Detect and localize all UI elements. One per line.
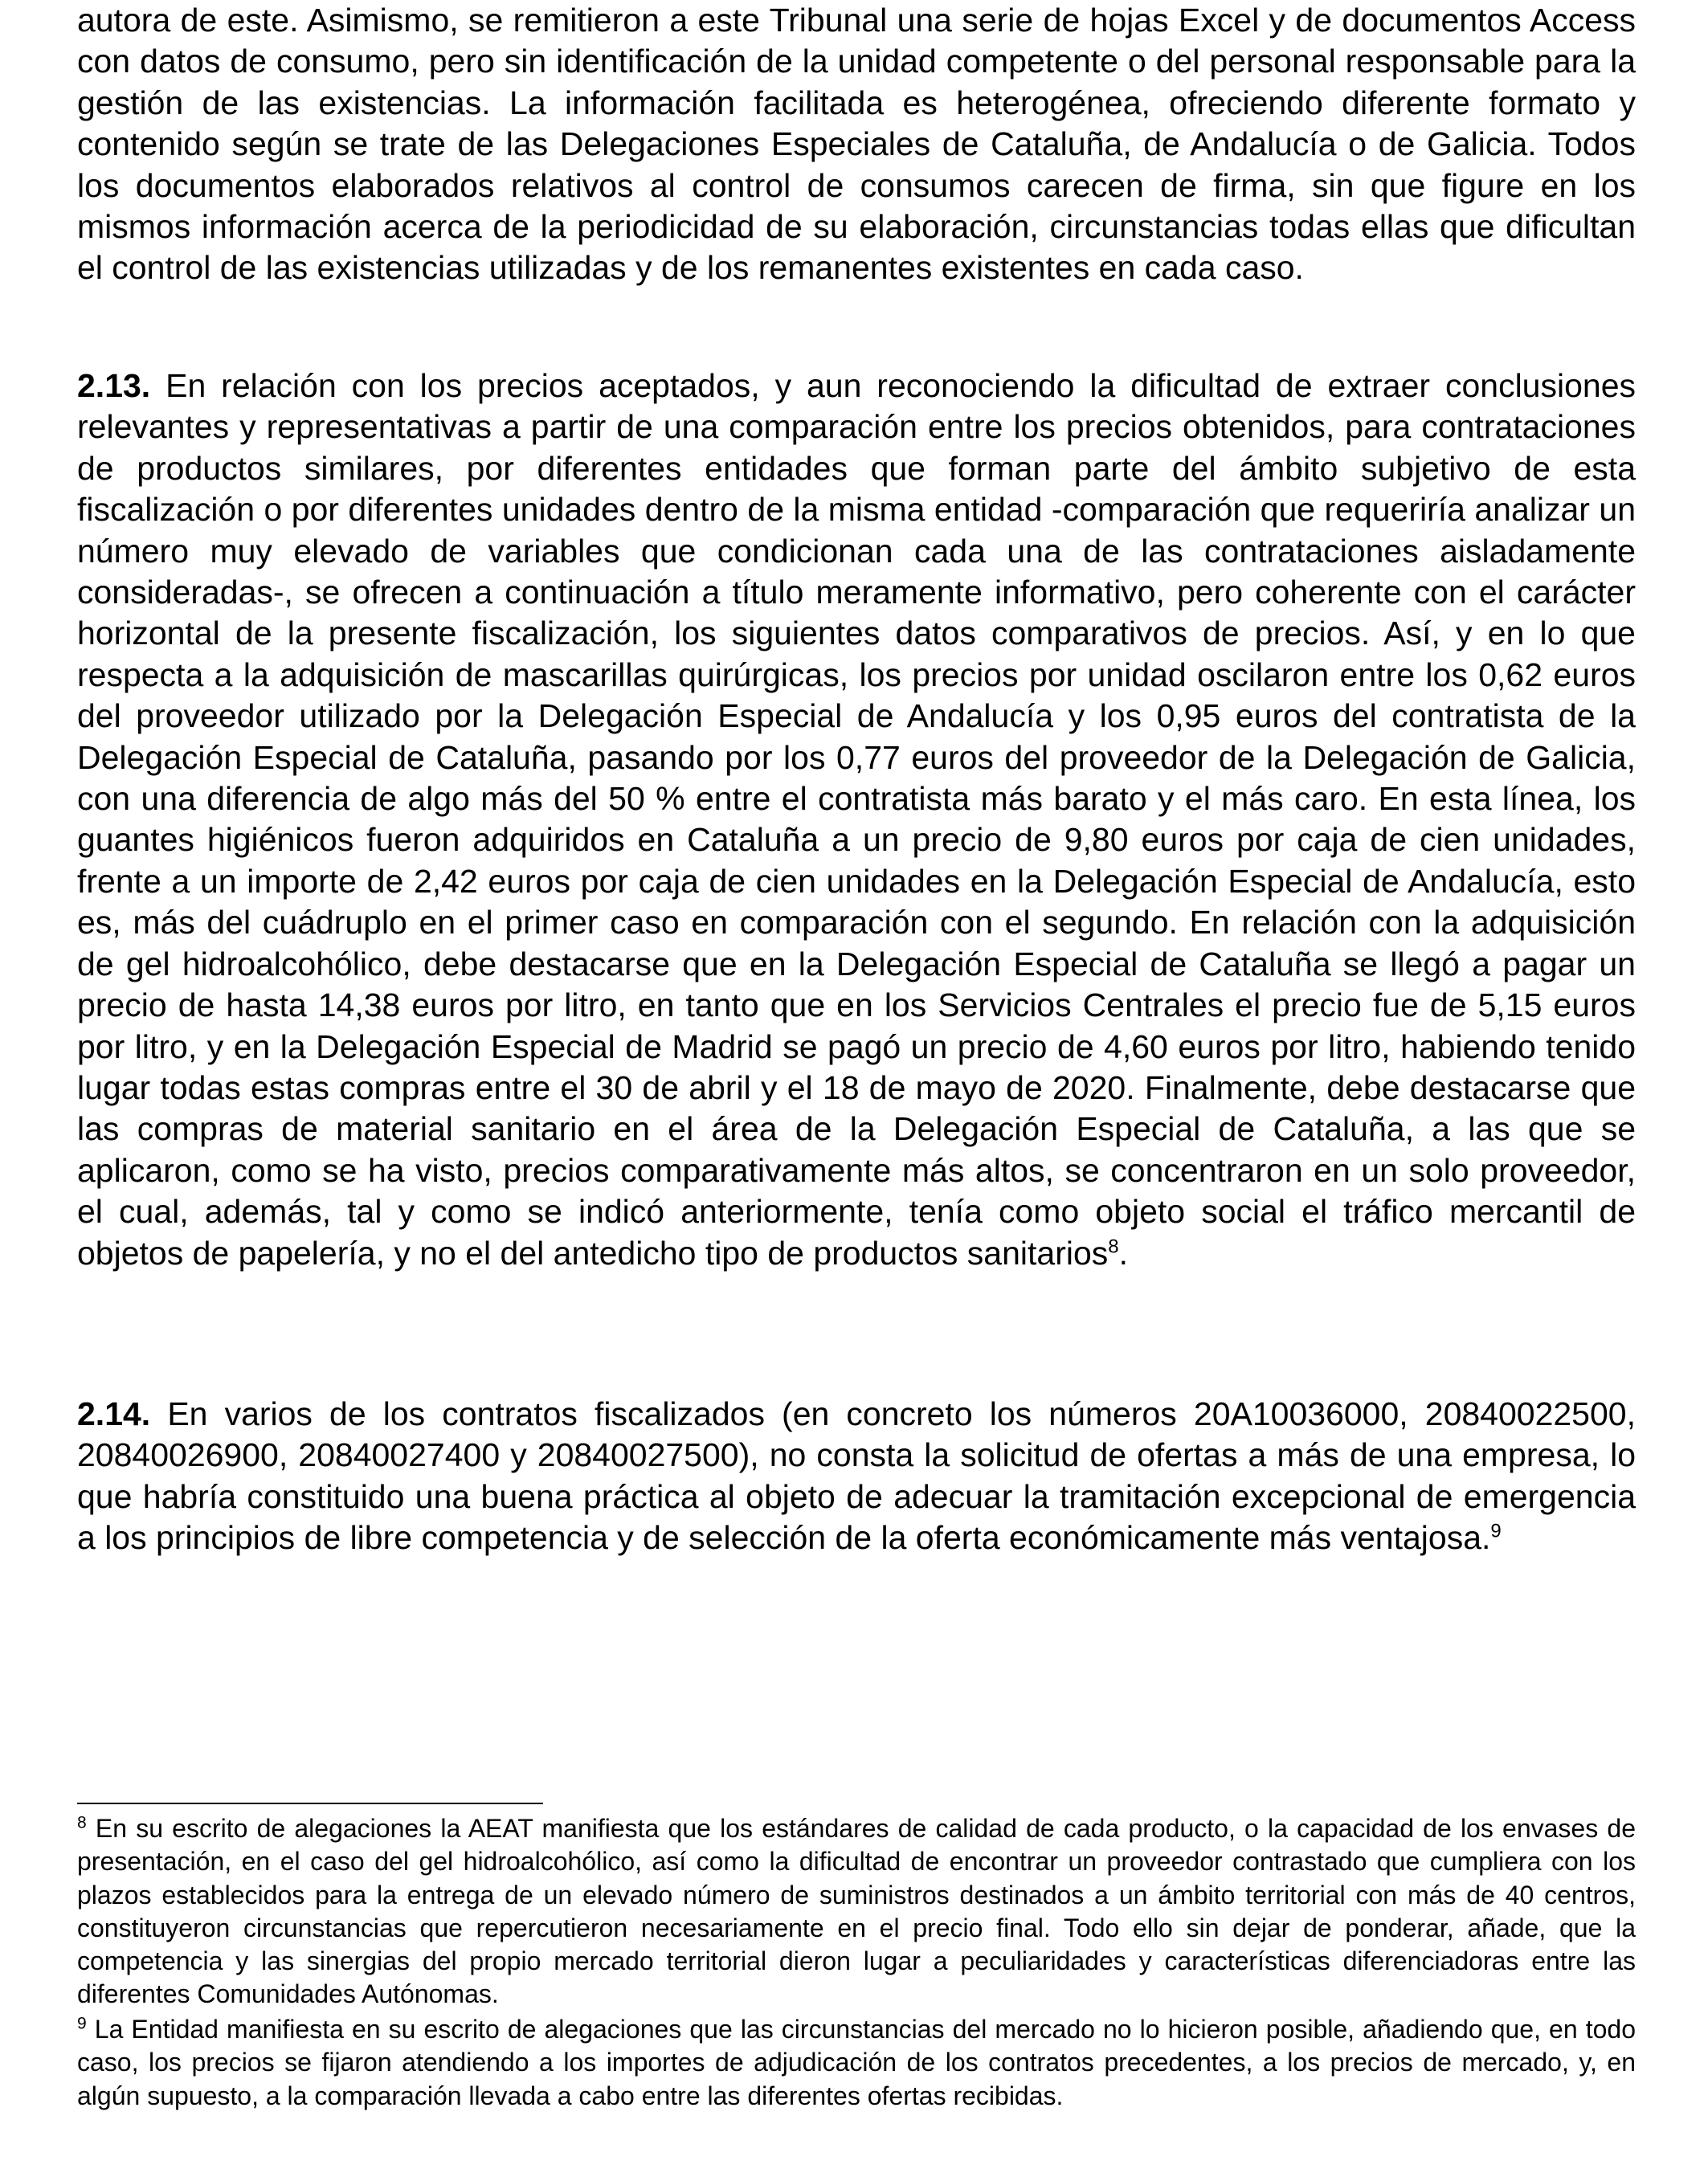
- footnote-9-text: La Entidad manifiesta en su escrito de alegaciones que las circunstancias del mercado no lo hicieron posible, añadiendo que, en todo caso, los precios se fijaron atendiendo a los importes de adjudicación de los contratos precedentes, a los precios de mercado, y, en algún supuesto, a la comparación llevada a cabo entre las diferentes ofertas recibidas.: [77, 2015, 1636, 2110]
- paragraph-number: 2.14.: [77, 1395, 151, 1432]
- paragraph-2-13: [77, 366, 1636, 1274]
- paragraph-intro: [77, 0, 1636, 289]
- footnote-ref-8[interactable]: 8: [1108, 1235, 1119, 1257]
- paragraph-2-13-tail: .: [1118, 1234, 1129, 1272]
- footnote-8-text: En su escrito de alegaciones la AEAT manifiesta que los estándares de calidad de cada producto, o la capacidad de los envases de presentación, en el caso del gel hidroalcohólico, así como la dificultad de encontrar un proveedor contrastado que cumpliera con los plazos establecidos para la entrega de un elevado número de suministros destinados a un ámbito territorial con más de 40 centros, constituyeron circunstancias que repercutieron necesariamente en el precio final. Todo ello sin dejar de ponderar, añade, que la competencia y las sinergias del propio mercado territorial dieron lugar a peculiaridades y características diferenciadoras entre las diferentes Comunidades Autónomas.: [77, 1814, 1636, 2009]
- paragraph-intro-text: autora de este. Asimismo, se remitieron a este Tribunal una serie de hojas Excel y de documentos Access con datos de consumo, pero sin identificación de la unidad competente o del personal responsable para la gestión de las existencias. La información facilitada es heterogénea, ofreciendo diferente formato y contenido según se trate de las Delegaciones Especiales de Cataluña, de Andalucía o de Galicia. Todos los documentos elaborados relativos al control de consumos carecen de firma, sin que figure en los mismos información acerca de la periodicidad de su elaboración, circunstancias todas ellas que dificultan el control de las existencias utilizadas y de los remanentes existentes en cada caso.: [77, 2, 1636, 287]
- footnote-marker: 8: [77, 1813, 87, 1832]
- paragraph-2-13-text: En relación con los precios aceptados, y aun reconociendo la dificultad de extraer conclusiones relevantes y representativas a partir de una comparación entre los precios obtenidos, para contrataciones de productos similares, por diferentes entidades que forman parte del ámbito subjetivo de esta fiscalización o por diferentes unidades dentro de la misma entidad -comparación que requeriría analizar un número muy elevado de variables que condicionan cada una de las contrataciones aisladamente consideradas-, se ofrecen a continuación a título meramente informativo, pero coherente con el carácter horizontal de la presente fiscalización, los siguientes datos comparativos de precios. Así, y en lo que respecta a la adquisición de mascarillas quirúrgicas, los precios por unidad oscilaron entre los 0,62 euros del proveedor utilizado por la Delegación Especial de Andalucía y los 0,95 euros del contratista de la Delegación Especial de Cataluña, pasando por los 0,77 euros del proveedor de la Delegación de Galicia, con una diferencia de algo más del 50 % entre el contratista más barato y el más caro. En esta línea, los guantes higiénicos fueron adquiridos en Cataluña a un precio de 9,80 euros por caja de cien unidades, frente a un importe de 2,42 euros por caja de cien unidades en la Delegación Especial de Andalucía, esto es, más del cuádruplo en el primer caso en comparación con el segundo. En relación con la adquisición de gel hidroalcohólico, debe destacarse que en la Delegación Especial de Cataluña se llegó a pagar un precio de hasta 14,38 euros por litro, en tanto que en los Servicios Centrales el precio fue de 5,15 euros por litro, y en la Delegación Especial de Madrid se pagó un precio de 4,60 euros por litro, habiendo tenido lugar todas estas compras entre el 30 de abril y el 18 de mayo de 2020. Finalmente, debe destacarse que las compras de material sanitario en el área de la Delegación Especial de Cataluña, a las que se aplicaron, como se ha visto, precios comparativamente más altos, se concentraron en un solo proveedor, el cual, además, tal y como se indicó anteriormente, tenía como objeto social el tráfico mercantil de objetos de papelería, y no el del antedicho tipo de productos sanitarios: [77, 367, 1636, 1272]
- footnote-8: [77, 1812, 1636, 2012]
- footnote-separator: [77, 1803, 543, 1804]
- footnote-marker: 9: [77, 2014, 87, 2033]
- paragraph-2-14-text: En varios de los contratos fiscalizados (en concreto los números 20A10036000, 20840022500, 20840026900, 20840027400 y 20840027500), no consta la solicitud de ofertas a más de una empresa, lo que habría constituido una buena práctica al objeto de adecuar la tramitación excepcional de emergencia a los principios de libre competencia y de selección de la oferta económicamente más ventajosa.: [77, 1395, 1636, 1557]
- footnote-9: [77, 2013, 1636, 2113]
- paragraph-2-14: [77, 1394, 1636, 1559]
- paragraph-number: 2.13.: [77, 367, 151, 404]
- footnote-ref-9[interactable]: 9: [1490, 1520, 1502, 1542]
